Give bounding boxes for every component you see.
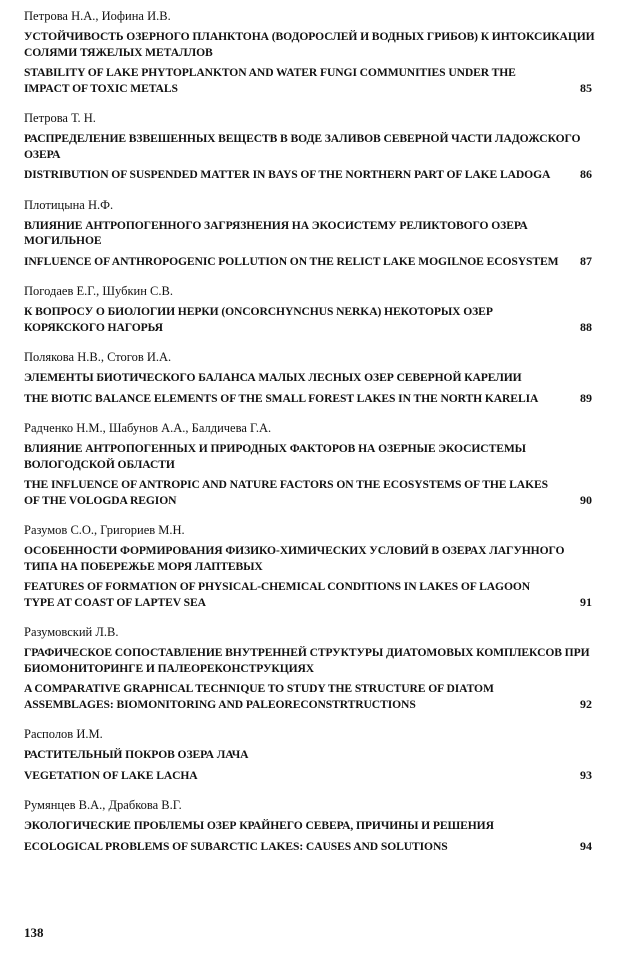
entry-page-number: 88: [580, 319, 592, 334]
entry-authors: Плотицына Н.Ф.: [24, 197, 114, 212]
entry-title-ru-text: К ВОПРОСУ О БИОЛОГИИ НЕРКИ (ONCORCHYNCHUS NERKA) НЕКОТОРЫХ ОЗЕР КОРЯКСКОГО НАГОРЬЯ: [24, 305, 493, 334]
entry-title-en: [24, 391, 596, 407]
entry-authors: Петрова Н.А., Иофина И.В.: [24, 9, 171, 23]
table-of-contents: [24, 8, 596, 868]
entry-authors: Погодаев Е.Г., Шубкин С.В.: [24, 284, 173, 298]
entry-title-ru: [24, 818, 596, 834]
entry-title-en: [24, 65, 596, 96]
entry-authors: Разумов С.О., Григориев М.Н.: [24, 523, 185, 537]
entry-title-ru: [24, 645, 596, 676]
toc-entry: [24, 283, 596, 335]
toc-entry: [24, 197, 596, 270]
entry-title-en: [24, 579, 596, 610]
entry-authors: Полякова Н.В., Стогов И.А.: [24, 350, 172, 364]
entry-title-ru: [24, 747, 596, 763]
entry-title-en-text: A COMPARATIVE GRAPHICAL TECHNIQUE TO STUDY THE STRUCTURE OF DIATOM ASSEMBLAGES: BIOMONITORING AND PALEORECONSTRTRUCTIONS: [24, 682, 494, 711]
entry-title-en-text: ECOLOGICAL PROBLEMS OF SUBARCTIC LAKES: CAUSES AND SOLUTIONS: [24, 839, 448, 853]
entry-title-en-text: DISTRIBUTION OF SUSPENDED MATTER IN BAYS OF THE NORTHERN PART OF LAKE LADOGA: [24, 168, 551, 181]
entry-title-ru-text: ЭЛЕМЕНТЫ БИОТИЧЕСКОГО БАЛАНСА МАЛЫХ ЛЕСНЫХ ОЗЕР СЕВЕРНОЙ КАРЕЛИИ: [24, 371, 522, 384]
entry-title-en-text: INFLUENCE OF ANTHROPOGENIC POLLUTION ON THE RELICT LAKE MOGILNOE ECOSYSTEM: [24, 254, 559, 268]
entry-title-en-text: VEGETATION OF LAKE LACHA: [24, 768, 198, 782]
entry-title-en: [24, 167, 596, 183]
entry-title-ru: [24, 370, 596, 386]
toc-entry: [24, 726, 596, 783]
toc-entry: [24, 797, 596, 854]
entry-title-ru-text: ГРАФИЧЕСКОЕ СОПОСТАВЛЕНИЕ ВНУТРЕННЕЙ СТРУКТУРЫ ДИАТОМОВЫХ КОМПЛЕКСОВ ПРИ БИОМОНИТОРИНГЕ И ПАЛЕОРЕКОНСТРУКЦИЯХ: [24, 646, 590, 675]
entry-title-en: [24, 254, 596, 270]
entry-title-en: [24, 477, 596, 508]
entry-title-ru: [24, 441, 596, 472]
entry-title-en-text: THE BIOTIC BALANCE ELEMENTS OF THE SMALL FOREST LAKES IN THE NORTH KARELIA: [24, 391, 539, 405]
entry-title-ru-text: ОСОБЕННОСТИ ФОРМИРОВАНИЯ ФИЗИКО-ХИМИЧЕСКИХ УСЛОВИЙ В ОЗЕРАХ ЛАГУННОГО ТИПА НА ПОБЕРЕЖЬЕ МОРЯ ЛАПТЕВЫХ: [24, 544, 565, 573]
entry-page-number: 87: [580, 253, 592, 268]
entry-title-en: [24, 839, 596, 855]
page-number: 138: [24, 925, 44, 940]
entry-authors: Радченко Н.М., Шабунов А.А., Балдичева Г.А.: [24, 421, 272, 435]
toc-entry: [24, 110, 596, 183]
toc-entry: [24, 420, 596, 508]
entry-title-ru-text: УСТОЙЧИВОСТЬ ОЗЕРНОГО ПЛАНКТОНА (ВОДОРОСЛЕЙ И ВОДНЫХ ГРИБОВ) К ИНТОКСИКАЦИИ СОЛЯМИ ТЯЖЕЛЫХ МЕТАЛЛОВ: [24, 30, 595, 59]
entry-page-number: 93: [580, 767, 592, 782]
entry-title-ru-text: ВЛИЯНИЕ АНТРОПОГЕННОГО ЗАГРЯЗНЕНИЯ НА ЭКОСИСТЕМУ РЕЛИКТОВОГО ОЗЕРА МОГИЛЬНОЕ: [24, 218, 528, 247]
entry-page-number: 85: [580, 80, 592, 95]
entry-title-ru-text: РАСПРЕДЕЛЕНИЕ ВЗВЕШЕННЫХ ВЕЩЕСТВ В ВОДЕ ЗАЛИВОВ СЕВЕРНОЙ ЧАСТИ ЛАДОЖСКОГО ОЗЕРА: [24, 132, 581, 161]
entry-page-number: 94: [580, 838, 592, 853]
entry-page-number: 90: [580, 492, 592, 507]
entry-authors: Петрова Т. Н.: [24, 111, 96, 125]
entry-page-number: 89: [580, 390, 592, 405]
entry-authors: Располов И.М.: [24, 727, 103, 741]
toc-entry: [24, 8, 596, 96]
entry-page-number: 92: [580, 696, 592, 711]
entry-title-en-text: STABILITY OF LAKE PHYTOPLANKTON AND WATER FUNGI COMMUNITIES UNDER THE IMPACT OF TOXIC METALS: [24, 66, 516, 95]
entry-title-ru: [24, 29, 596, 60]
entry-title-ru: [24, 131, 596, 162]
toc-entry: [24, 624, 596, 712]
entry-title-en: [24, 681, 596, 712]
entry-page-number: 86: [580, 167, 592, 181]
entry-title-ru-text: ВЛИЯНИЕ АНТРОПОГЕННЫХ И ПРИРОДНЫХ ФАКТОРОВ НА ОЗЕРНЫЕ ЭКОСИСТЕМЫ ВОЛОГОДСКОЙ ОБЛАСТИ: [24, 442, 526, 471]
entry-title-en-text: THE INFLUENCE OF ANTROPIC AND NATURE FACTORS ON THE ECOSYSTEMS OF THE LAKES OF THE VOLOGDA REGION: [24, 478, 548, 507]
entry-authors: Разумовский Л.В.: [24, 625, 119, 639]
entry-authors: Румянцев В.А., Драбкова В.Г.: [24, 798, 182, 812]
entry-title-ru: [24, 543, 596, 574]
entry-title-en-text: FEATURES OF FORMATION OF PHYSICAL-CHEMICAL CONDITIONS IN LAKES OF LAGOON TYPE AT COAST OF LAPTEV SEA: [24, 580, 531, 609]
entry-title-ru-text: РАСТИТЕЛЬНЫЙ ПОКРОВ ОЗЕРА ЛАЧА: [24, 748, 249, 761]
entry-title-ru: [24, 304, 596, 335]
toc-entry: [24, 522, 596, 610]
entry-page-number: 91: [580, 594, 592, 609]
entry-title-ru-text: ЭКОЛОГИЧЕСКИЕ ПРОБЛЕМЫ ОЗЕР КРАЙНЕГО СЕВЕРА, ПРИЧИНЫ И РЕШЕНИЯ: [24, 819, 494, 832]
entry-title-en: [24, 768, 596, 784]
toc-entry: [24, 349, 596, 406]
entry-title-ru: [24, 218, 596, 249]
